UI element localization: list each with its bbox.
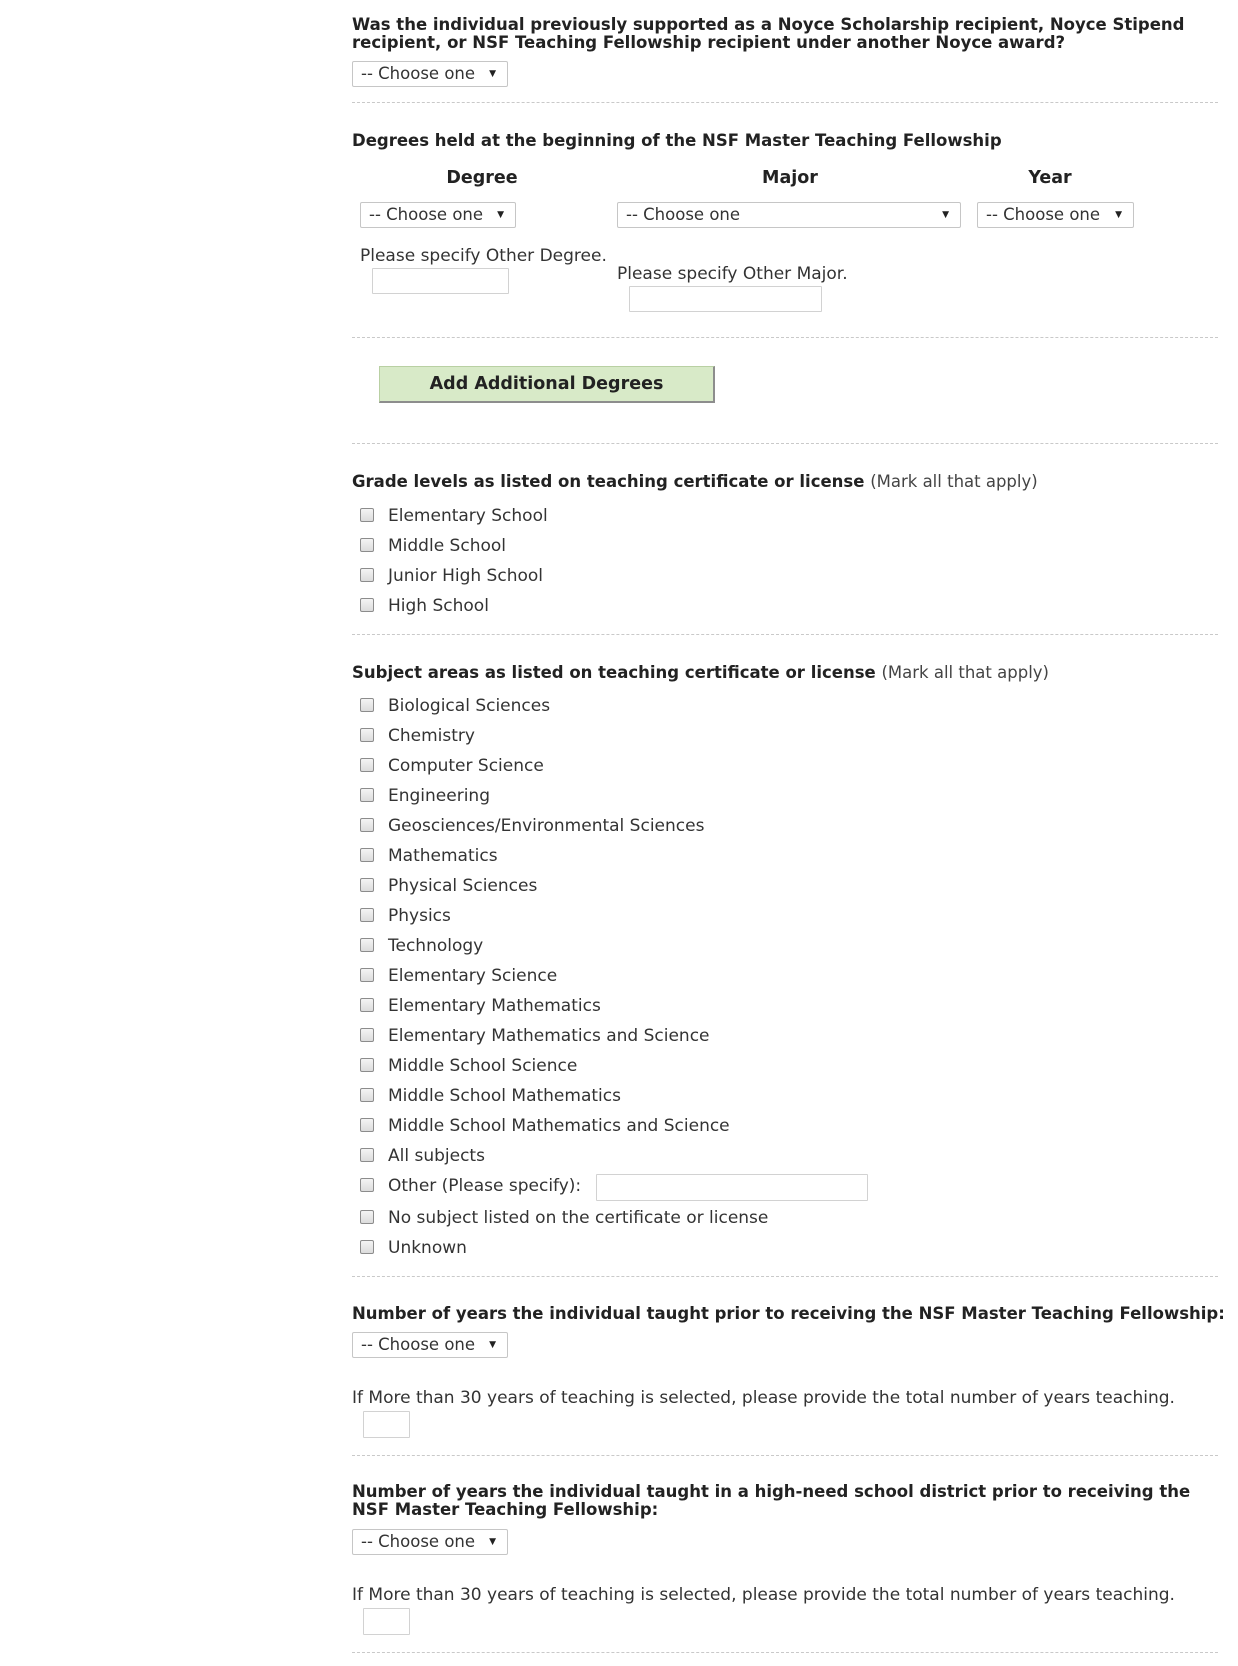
caret-down-icon: ▼ — [489, 1340, 496, 1350]
checkbox[interactable] — [360, 968, 374, 982]
checkbox[interactable] — [360, 1058, 374, 1072]
checkbox-label: Other (Please specify): — [388, 1176, 582, 1196]
grade-levels-question-text: Grade levels as listed on teaching certificate or license — [352, 472, 865, 491]
years-high-need-select[interactable] — [352, 1529, 508, 1555]
select-value: -- Choose one — [369, 205, 484, 224]
checkbox-label: Physical Sciences — [388, 876, 538, 896]
checkbox-label: All subjects — [388, 1146, 485, 1166]
other-degree-input[interactable] — [372, 268, 509, 294]
caret-down-icon: ▼ — [489, 1537, 496, 1547]
checkbox[interactable] — [360, 1088, 374, 1102]
checkbox[interactable] — [360, 938, 374, 952]
caret-down-icon: ▼ — [489, 69, 496, 79]
checkbox[interactable] — [360, 788, 374, 802]
column-header-year: Year — [1028, 168, 1072, 188]
checkbox[interactable] — [360, 1210, 374, 1224]
checkbox[interactable] — [360, 1178, 374, 1192]
select-value: -- Choose one — [986, 205, 1101, 224]
years-taught-more-than-30-label: If More than 30 years of teaching is selected, please provide the total number of years teaching. — [352, 1388, 1175, 1408]
checkbox-label: Elementary School — [388, 506, 548, 526]
checkbox-label: High School — [388, 596, 489, 616]
checkbox-label: Junior High School — [388, 566, 543, 586]
checkbox-label: Mathematics — [388, 846, 498, 866]
checkbox[interactable] — [360, 1028, 374, 1042]
caret-down-icon: ▼ — [497, 210, 504, 220]
grade-levels-hint: (Mark all that apply) — [870, 472, 1038, 491]
checkbox-label: Physics — [388, 906, 451, 926]
select-value: -- Choose one — [361, 1532, 476, 1551]
caret-down-icon: ▼ — [942, 210, 949, 220]
checkbox-label: Engineering — [388, 786, 490, 806]
years-high-need-total-input[interactable] — [363, 1608, 410, 1635]
checkbox[interactable] — [360, 908, 374, 922]
checkbox[interactable] — [360, 758, 374, 772]
checkbox[interactable] — [360, 1118, 374, 1132]
years-taught-total-input[interactable] — [363, 1411, 410, 1438]
checkbox[interactable] — [360, 508, 374, 522]
question-subject-areas — [352, 664, 1049, 682]
checkbox-label: Unknown — [388, 1238, 467, 1258]
subject-areas-hint: (Mark all that apply) — [881, 663, 1049, 682]
years-high-need-more-than-30-label: If More than 30 years of teaching is selected, please provide the total number of years teaching. — [352, 1585, 1175, 1605]
section-divider — [352, 102, 1218, 103]
question-years-taught: Number of years the individual taught prior to receiving the NSF Master Teaching Fellowship: — [352, 1304, 1225, 1323]
years-taught-select[interactable] — [352, 1332, 508, 1358]
checkbox-label: Geosciences/Environmental Sciences — [388, 816, 705, 836]
other-major-label: Please specify Other Major. — [617, 264, 848, 284]
select-value: -- Choose one — [361, 64, 476, 83]
caret-down-icon: ▼ — [1115, 210, 1122, 220]
degree-select[interactable] — [360, 202, 516, 228]
question-grade-levels — [352, 473, 1038, 491]
column-header-major: Major — [762, 168, 818, 188]
section-divider — [352, 1276, 1218, 1277]
question-degrees-held: Degrees held at the beginning of the NSF Master Teaching Fellowship — [352, 131, 1002, 150]
checkbox[interactable] — [360, 728, 374, 742]
section-divider — [352, 337, 1218, 338]
checkbox-label: Computer Science — [388, 756, 544, 776]
section-divider — [352, 1652, 1218, 1653]
major-select[interactable] — [617, 202, 961, 228]
checkbox[interactable] — [360, 818, 374, 832]
checkbox-label: Middle School — [388, 536, 506, 556]
checkbox-label: Elementary Science — [388, 966, 558, 986]
subject-areas-question-text: Subject areas as listed on teaching certificate or license — [352, 663, 876, 682]
checkbox-label: No subject listed on the certificate or license — [388, 1208, 769, 1228]
checkbox-label: Elementary Mathematics — [388, 996, 601, 1016]
other-subject-input[interactable] — [596, 1174, 868, 1201]
section-divider — [352, 1455, 1218, 1456]
checkbox-label: Chemistry — [388, 726, 475, 746]
question-years-high-need: Number of years the individual taught in a high-need school district prior to receiving the NSF Master Teaching Fellowship: — [352, 1482, 1191, 1519]
other-degree-label: Please specify Other Degree. — [360, 246, 607, 266]
checkbox[interactable] — [360, 1240, 374, 1254]
checkbox[interactable] — [360, 848, 374, 862]
checkbox[interactable] — [360, 1148, 374, 1162]
add-additional-degrees-button[interactable]: Add Additional Degrees — [379, 366, 715, 403]
previous-noyce-support-select[interactable] — [352, 61, 508, 87]
section-divider — [352, 634, 1218, 635]
section-divider — [352, 443, 1218, 444]
year-select[interactable] — [977, 202, 1134, 228]
question-previous-noyce-support: Was the individual previously supported as a Noyce Scholarship recipient, Noyce Stipend recipient, or NSF Teaching Fellowship recipient under another Noyce award? — [352, 15, 1185, 52]
other-major-input[interactable] — [629, 286, 822, 312]
select-value: -- Choose one — [361, 1335, 476, 1354]
checkbox-label: Biological Sciences — [388, 696, 551, 716]
checkbox[interactable] — [360, 538, 374, 552]
checkbox[interactable] — [360, 998, 374, 1012]
checkbox-label: Middle School Mathematics — [388, 1086, 621, 1106]
checkbox[interactable] — [360, 568, 374, 582]
column-header-degree: Degree — [446, 168, 518, 188]
select-value: -- Choose one — [626, 205, 741, 224]
checkbox[interactable] — [360, 878, 374, 892]
checkbox-label: Elementary Mathematics and Science — [388, 1026, 710, 1046]
checkbox-label: Middle School Mathematics and Science — [388, 1116, 730, 1136]
checkbox[interactable] — [360, 598, 374, 612]
checkbox[interactable] — [360, 698, 374, 712]
checkbox-label: Middle School Science — [388, 1056, 578, 1076]
checkbox-label: Technology — [388, 936, 484, 956]
